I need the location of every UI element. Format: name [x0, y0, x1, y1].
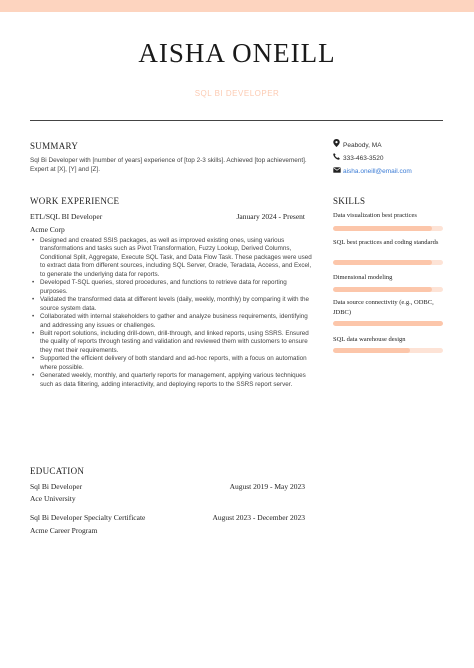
contact-location — [333, 139, 382, 149]
contact-email — [333, 167, 412, 175]
email-link[interactable]: aisha.oneill@email.com — [343, 168, 412, 175]
skill-name: Data visualization best practices — [333, 212, 417, 219]
skill-name: Data source connectivity (e.g., ODBC, JDBC) — [333, 299, 434, 316]
job-bullets — [32, 237, 312, 389]
skill-name: Dimensional modeling — [333, 274, 393, 281]
location-text: Peabody, MA — [343, 142, 382, 149]
skill-level-bar — [333, 260, 443, 265]
job-bullet: • Generated weekly, monthly, and quarterly reports for management, applying various techniques such as data filtering, adding interactivity, and deploying reports to the SSRS report server. — [32, 372, 312, 389]
skill-level-fill — [333, 321, 443, 326]
education-item — [30, 513, 305, 522]
skill-level-bar — [333, 226, 443, 231]
job-title: ETL/SQL BI Developer — [30, 212, 103, 221]
skill-level-bar — [333, 348, 443, 353]
education-school: Acme Career Program — [30, 526, 98, 535]
education-degree: Sql Bi Developer — [30, 482, 83, 491]
phone-icon — [333, 153, 343, 162]
header-divider — [30, 120, 443, 121]
job-bullet: • Built report solutions, including drill-down, drill-through, and linked reports, using SSRS. Ensured the quality of reports through testing and validation and reviewed them with customers to ensure they met their requirements. — [32, 330, 312, 355]
experience-heading: WORK EXPERIENCE — [30, 196, 120, 206]
job-header — [30, 212, 305, 221]
summary-text: Sql Bi Developer with [number of years] experience of [top 2-3 skills]. Achieved [top achievement]. Expert at [X], [Y] and [Z]. — [30, 157, 307, 174]
skill-level-fill — [333, 260, 432, 265]
job-bullet: • Designed and created SSIS packages, as well as improved existing ones, using various transformations and tasks such as Pivot Transformation, Fuzzy Lookup, Derived Columns, Conditional Split, Aggregate, Execute SQL Task, and Data Flow Task. These packages were used to extract data from different sources, including SQL Server, Oracle, Teradata, Access, and Excel, to generate the underlying data for reports. — [32, 237, 312, 279]
skill-level-bar — [333, 287, 443, 292]
accent-top-bar — [0, 0, 474, 12]
skill-name: SQL data warehouse design — [333, 336, 406, 343]
education-dates: August 2019 - May 2023 — [229, 482, 305, 491]
skill-level-fill — [333, 348, 410, 353]
job-bullet: • Validated the transformed data at different levels (daily, weekly, monthly) by comparing it with the source system data. — [32, 296, 312, 313]
skill-level-bar — [333, 321, 443, 326]
location-pin-icon — [333, 139, 343, 149]
skill-name: SQL best practices and coding standards — [333, 239, 439, 246]
skill-level-fill — [333, 226, 432, 231]
contact-phone — [333, 153, 383, 162]
job-bullet: • Developed T-SQL queries, stored procedures, and functions to retrieve data for reporting purposes. — [32, 279, 312, 296]
job-dates: January 2024 - Present — [236, 212, 305, 221]
job-company: Acme Corp — [30, 225, 65, 234]
education-heading: EDUCATION — [30, 466, 85, 476]
job-bullet: • Supported the efficient delivery of both standard and ad-hoc reports, with a focus on automation where possible. — [32, 355, 312, 372]
phone-text: 333-463-3520 — [343, 155, 384, 162]
email-icon — [333, 167, 343, 175]
skill-level-fill — [333, 287, 432, 292]
education-school: Ace University — [30, 494, 76, 503]
education-degree: Sql Bi Developer Specialty Certificate — [30, 513, 146, 522]
education-item — [30, 482, 305, 491]
candidate-name: AISHA ONEILL — [138, 38, 336, 68]
job-bullet: • Collaborated with internal stakeholders to gather and analyze business requirements, identifying and addressing any issues or challenges. — [32, 313, 312, 330]
education-dates: August 2023 - December 2023 — [212, 513, 305, 522]
candidate-title: SQL BI DEVELOPER — [194, 89, 280, 98]
summary-heading: SUMMARY — [30, 141, 79, 151]
skills-heading: SKILLS — [333, 196, 366, 206]
